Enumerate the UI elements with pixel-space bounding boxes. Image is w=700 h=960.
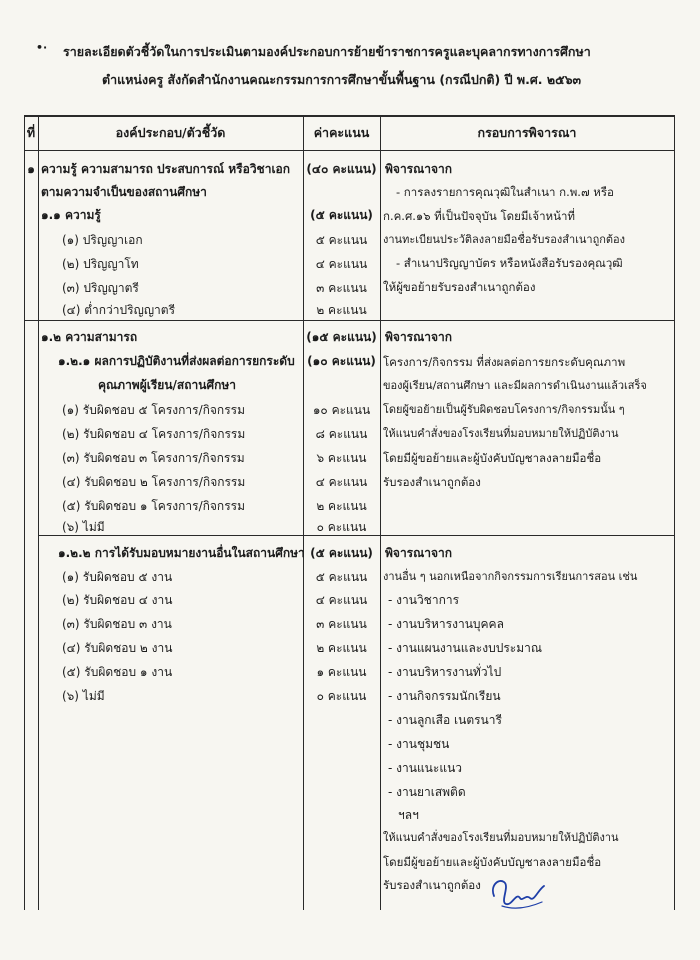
- criteria-line: - งานบริหารงานบุคคล: [388, 617, 504, 631]
- list-item: (๑) รับผิดชอบ ๕ โครงการ/กิจกรรม: [62, 403, 245, 417]
- item-score: ๐ คะแนน: [316, 689, 367, 703]
- row-divider-1-2: [24, 320, 675, 321]
- criteria-line: ให้แนบคำสั่งของโรงเรียนที่มอบหมายให้ปฏิบัติงาน: [383, 831, 619, 844]
- sub-title-1-2-1: ๑.๒.๑ ผลการปฏิบัติงานที่ส่งผลต่อการยกระดับ: [58, 354, 295, 368]
- item-score: ๓ คะแนน: [316, 281, 367, 295]
- sub-title-1-2: ๑.๒ ความสามารถ: [41, 330, 138, 344]
- item-score: ๑ คะแนน: [316, 665, 367, 679]
- item-score: ๕ คะแนน: [315, 570, 368, 584]
- header-score: ค่าคะแนน: [313, 125, 370, 140]
- criteria-line: - งานแนะแนว: [388, 761, 463, 775]
- criteria-line: รับรองสำเนาถูกต้อง: [383, 475, 481, 489]
- list-item: (๕) รับผิดชอบ ๑ งาน: [62, 665, 173, 679]
- criteria-line: งานทะเบียนประวัติลงลายมือชื่อรับรองสำเนาถูกต้อง: [383, 233, 626, 246]
- section-title-cont: ตามความจำเป็นของสถานศึกษา: [41, 185, 207, 199]
- criteria-line: โดยมีผู้ขอย้ายและผู้บังคับบัญชาลงลายมือชื่อ: [383, 451, 602, 465]
- list-item: (๒) ปริญญาโท: [62, 257, 139, 271]
- item-score: ๑๐ คะแนน: [312, 403, 371, 417]
- list-item: (๖) ไม่มี: [62, 520, 105, 534]
- item-score: ๒ คะแนน: [316, 499, 367, 513]
- criteria-line: ฯลฯ: [398, 808, 419, 822]
- sub-title-1-2-1-cont: คุณภาพผู้เรียน/สถานศึกษา: [98, 378, 236, 392]
- criteria-line: ก.ค.ศ.๑๖ ที่เป็นปัจจุบัน โดยมีเจ้าหน้าที่: [383, 209, 576, 223]
- list-item: (๒) รับผิดชอบ ๔ โครงการ/กิจกรรม: [62, 427, 246, 441]
- item-score: ๐ คะแนน: [316, 520, 367, 534]
- row-number: ๑: [27, 162, 35, 176]
- row-divider-121-122: [38, 535, 675, 536]
- criteria-line: - สำเนาปริญญาบัตร หรือหนังสือรับรองคุณวุฒิ: [396, 256, 623, 270]
- criteria-line: ให้แนบคำสั่งของโรงเรียนที่มอบหมายให้ปฏิบัติงาน: [383, 427, 619, 440]
- criteria-line: งานอื่น ๆ นอกเหนือจากกิจกรรมการเรียนการสอน เช่น: [383, 570, 638, 583]
- list-item: (๕) รับผิดชอบ ๑ โครงการ/กิจกรรม: [62, 499, 245, 513]
- criteria-line: - งานกิจกรรมนักเรียน: [388, 689, 501, 703]
- criteria-line: - งานยาเสพติด: [388, 785, 466, 799]
- doc-title-line2: ตำแหน่งครู สังกัดสำนักงานคณะกรรมการการศึกษาขั้นพื้นฐาน (กรณีปกติ) ปี พ.ศ. ๒๕๖๓: [102, 72, 582, 87]
- header-divider: [24, 150, 675, 151]
- header-component: องค์ประกอบ/ตัวชี้วัด: [115, 125, 226, 140]
- item-score: ๕ คะแนน: [315, 233, 368, 247]
- criteria-line: - งานบริหารงานทั่วไป: [388, 665, 502, 679]
- criteria-heading: พิจารณาจาก: [385, 546, 453, 560]
- item-score: ๒ คะแนน: [316, 303, 367, 317]
- col-divider-score: [380, 115, 381, 910]
- criteria-heading: พิจารณาจาก: [385, 330, 453, 344]
- list-item: (๖) ไม่มี: [62, 689, 105, 703]
- doc-title-line1: รายละเอียดตัวชี้วัดในการประเมินตามองค์ประกอบการย้ายข้าราชการครูและบุคลากรทางการศึกษา: [63, 44, 591, 59]
- col-divider-no: [38, 115, 39, 910]
- criteria-line: - งานลูกเสือ เนตรนารี: [388, 713, 502, 727]
- criteria-line: โดยมีผู้ขอย้ายและผู้บังคับบัญชาลงลายมือชื่อ: [383, 855, 602, 869]
- sub-title-1-2-2: ๑.๒.๒ การได้รับมอบหมายงานอื่นในสถานศึกษา: [58, 546, 305, 560]
- item-score: ๘ คะแนน: [315, 427, 368, 441]
- sub-title-1-1: ๑.๑ ความรู้: [41, 208, 101, 222]
- item-score: ๒ คะแนน: [316, 641, 367, 655]
- item-score: ๖ คะแนน: [316, 451, 367, 465]
- header-no: ที่: [26, 125, 36, 140]
- sub-score-1-2-1: (๑๐ คะแนน): [307, 354, 376, 368]
- list-item: (๑) ปริญญาเอก: [62, 233, 143, 247]
- criteria-line: โดยผู้ขอย้ายเป็นผู้รับผิดชอบโครงการ/กิจกรรมนั้น ๆ: [383, 403, 625, 416]
- criteria-line: - งานชุมชน: [388, 737, 450, 751]
- list-item: (๔) ต่ำกว่าปริญญาตรี: [62, 303, 176, 317]
- table-border-right: [674, 115, 675, 910]
- list-item: (๓) รับผิดชอบ ๓ โครงการ/กิจกรรม: [62, 451, 245, 465]
- table-border-top: [24, 115, 675, 117]
- section-title: ความรู้ ความสามารถ ประสบการณ์ หรือวิชาเอก: [41, 162, 291, 176]
- title-mark: •·: [36, 41, 48, 54]
- criteria-heading: พิจารณาจาก: [385, 162, 453, 176]
- signature: [488, 872, 548, 912]
- list-item: (๓) ปริญญาตรี: [62, 281, 139, 295]
- section-score: (๔๐ คะแนน): [306, 162, 377, 176]
- item-score: ๔ คะแนน: [315, 475, 368, 489]
- criteria-line: ให้ผู้ขอย้ายรับรองสำเนาถูกต้อง: [383, 280, 536, 294]
- list-item: (๒) รับผิดชอบ ๔ งาน: [62, 593, 173, 607]
- criteria-line: - งานวิชาการ: [388, 593, 460, 607]
- criteria-line: - การลงรายการคุณวุฒิในสำเนา ก.พ.๗ หรือ: [396, 185, 614, 199]
- item-score: ๔ คะแนน: [315, 593, 368, 607]
- list-item: (๑) รับผิดชอบ ๕ งาน: [62, 570, 173, 584]
- list-item: (๔) รับผิดชอบ ๒ โครงการ/กิจกรรม: [62, 475, 246, 489]
- header-criteria: กรอบการพิจารณา: [477, 125, 577, 140]
- item-score: ๔ คะแนน: [315, 257, 368, 271]
- list-item: (๓) รับผิดชอบ ๓ งาน: [62, 617, 172, 631]
- criteria-line: โครงการ/กิจกรรม ที่ส่งผลต่อการยกระดับคุณภาพ: [383, 355, 626, 369]
- criteria-line: ของผู้เรียน/สถานศึกษา และมีผลการดำเนินงานแล้วเสร็จ: [383, 379, 647, 392]
- sub-score-1-2: (๑๕ คะแนน): [306, 330, 377, 344]
- criteria-line: รับรองสำเนาถูกต้อง: [383, 878, 481, 892]
- list-item: (๔) รับผิดชอบ ๒ งาน: [62, 641, 173, 655]
- item-score: ๓ คะแนน: [316, 617, 367, 631]
- table-border-left: [24, 115, 25, 910]
- sub-score-1-1: (๕ คะแนน): [310, 208, 373, 222]
- criteria-line: - งานแผนงานและงบประมาณ: [388, 641, 543, 655]
- sub-score-1-2-2: (๕ คะแนน): [310, 546, 373, 560]
